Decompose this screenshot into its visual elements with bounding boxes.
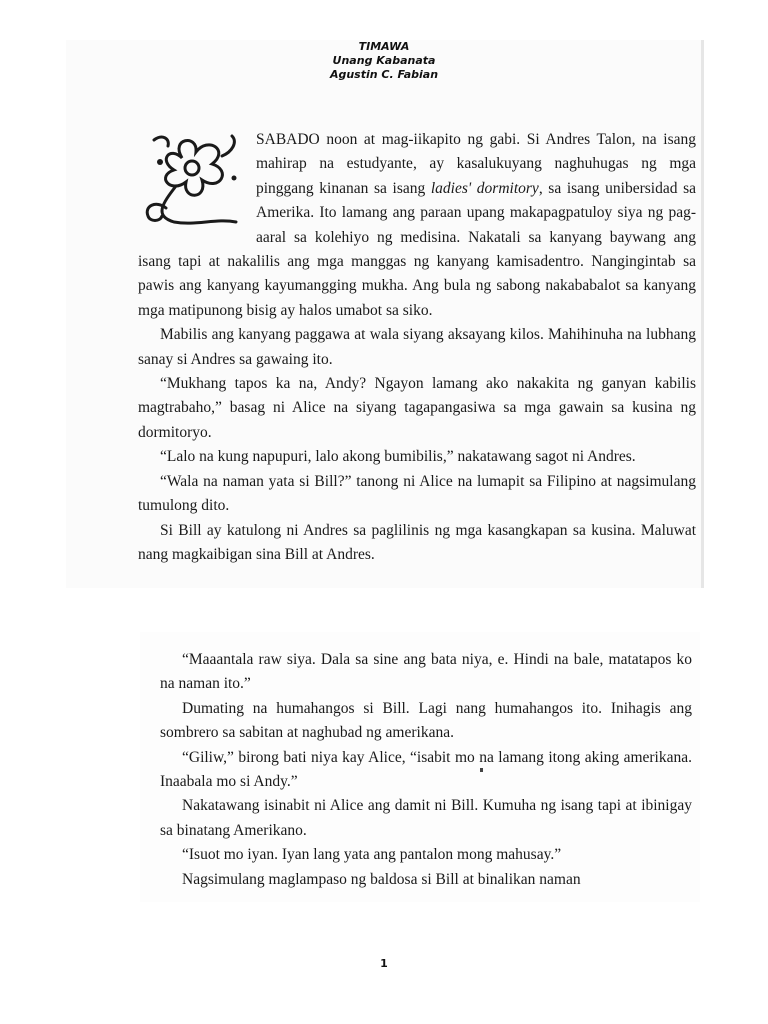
- paragraph: “Isuot mo iyan. Iyan lang yata ang pantalon mong mahusay.”: [182, 846, 562, 864]
- scanned-page-bottom: [140, 632, 700, 902]
- page-number: 1: [380, 957, 388, 970]
- paragraph-italic-text: ladies' dormitory: [430, 179, 539, 197]
- text-block-bottom: [160, 648, 692, 892]
- scanned-page-top: [66, 40, 704, 588]
- author-name: Agustin C. Fabian: [329, 68, 439, 81]
- paragraph: “Mukhang tapos ka na, Andy? Ngayon lamang ako nakakita ng ganyan kabilis magtrabaho,” basag ni Alice na siyang tagapangasiwa sa mga gawain sa kusina ng dormitoryo.: [138, 375, 696, 441]
- paragraph: Si Bill ay katulong ni Andres sa paglilinis ng mga kasangkapan sa kusina. Maluwat nang magkaibigan sina Bill at Andres.: [138, 521, 696, 563]
- paragraph: “Wala na naman yata si Bill?” tanong ni Alice na lumapit sa Filipino at nagsimulang tumulong dito.: [138, 472, 696, 515]
- paragraph: “Giliw,” birong bati niya kay Alice, “isabit mo na lamang itong aking amerikana. Inaabala mo si Andy.”: [160, 748, 692, 791]
- paragraph-text: SABADO noon at mag-iikapito ng gabi. Si Andres Talon, na isang mahirap na estudyante, ay kasalukuyang naghuhugas ng mga pinggang kinanan sa isang: [256, 131, 696, 197]
- document-header: [0, 40, 768, 82]
- paragraph: “Lalo na kung napupuri, lalo akong bumibilis,” nakatawang sagot ni Andres.: [160, 448, 636, 466]
- paragraph: Mabilis ang kanyang paggawa at wala siyang aksayang kilos. Mahihinuha na lubhang sanay si Andres sa gawaing ito.: [138, 326, 696, 368]
- paragraph-text: , sa isang unibersidad sa Amerika. Ito lamang ang paraan upang makapagpatuloy siya ng pag-aaral sa kolehiyo ng medisina. Nakatali sa kanyang baywang ang isang tapi at nakalilis ang mga manggas ng kanyang kamisadentro. Nangingintab sa pawis ang kanyang kayumangging mukha. Ang bula ng sabong nakababalot sa kanyang mga matipunong bisig ay halos umabot sa siko.: [138, 179, 697, 319]
- chapter-label: Unang Kabanata: [332, 54, 436, 67]
- paragraph: Nagsimulang maglampaso ng baldosa si Bill at binalikan naman: [182, 870, 581, 888]
- paragraph: “Maaantala raw siya. Dala sa sine ang bata niya, e. Hindi na bale, matatapos ko na naman ito.”: [160, 651, 692, 693]
- scan-speck: [480, 768, 483, 772]
- ornamental-dropcap-icon: [136, 130, 244, 228]
- document-title: TIMAWA: [358, 40, 410, 53]
- paragraph: Nakatawang isinabit ni Alice ang damit ni Bill. Kumuha ng isang tapi at ibinigay sa binatang Amerikano.: [160, 797, 692, 839]
- paragraph: Dumating na humahangos si Bill. Lagi nang humahangos ito. Inihagis ang sombrero sa sabitan at naghubad ng amerikana.: [160, 699, 692, 742]
- text-block-top: [138, 128, 696, 567]
